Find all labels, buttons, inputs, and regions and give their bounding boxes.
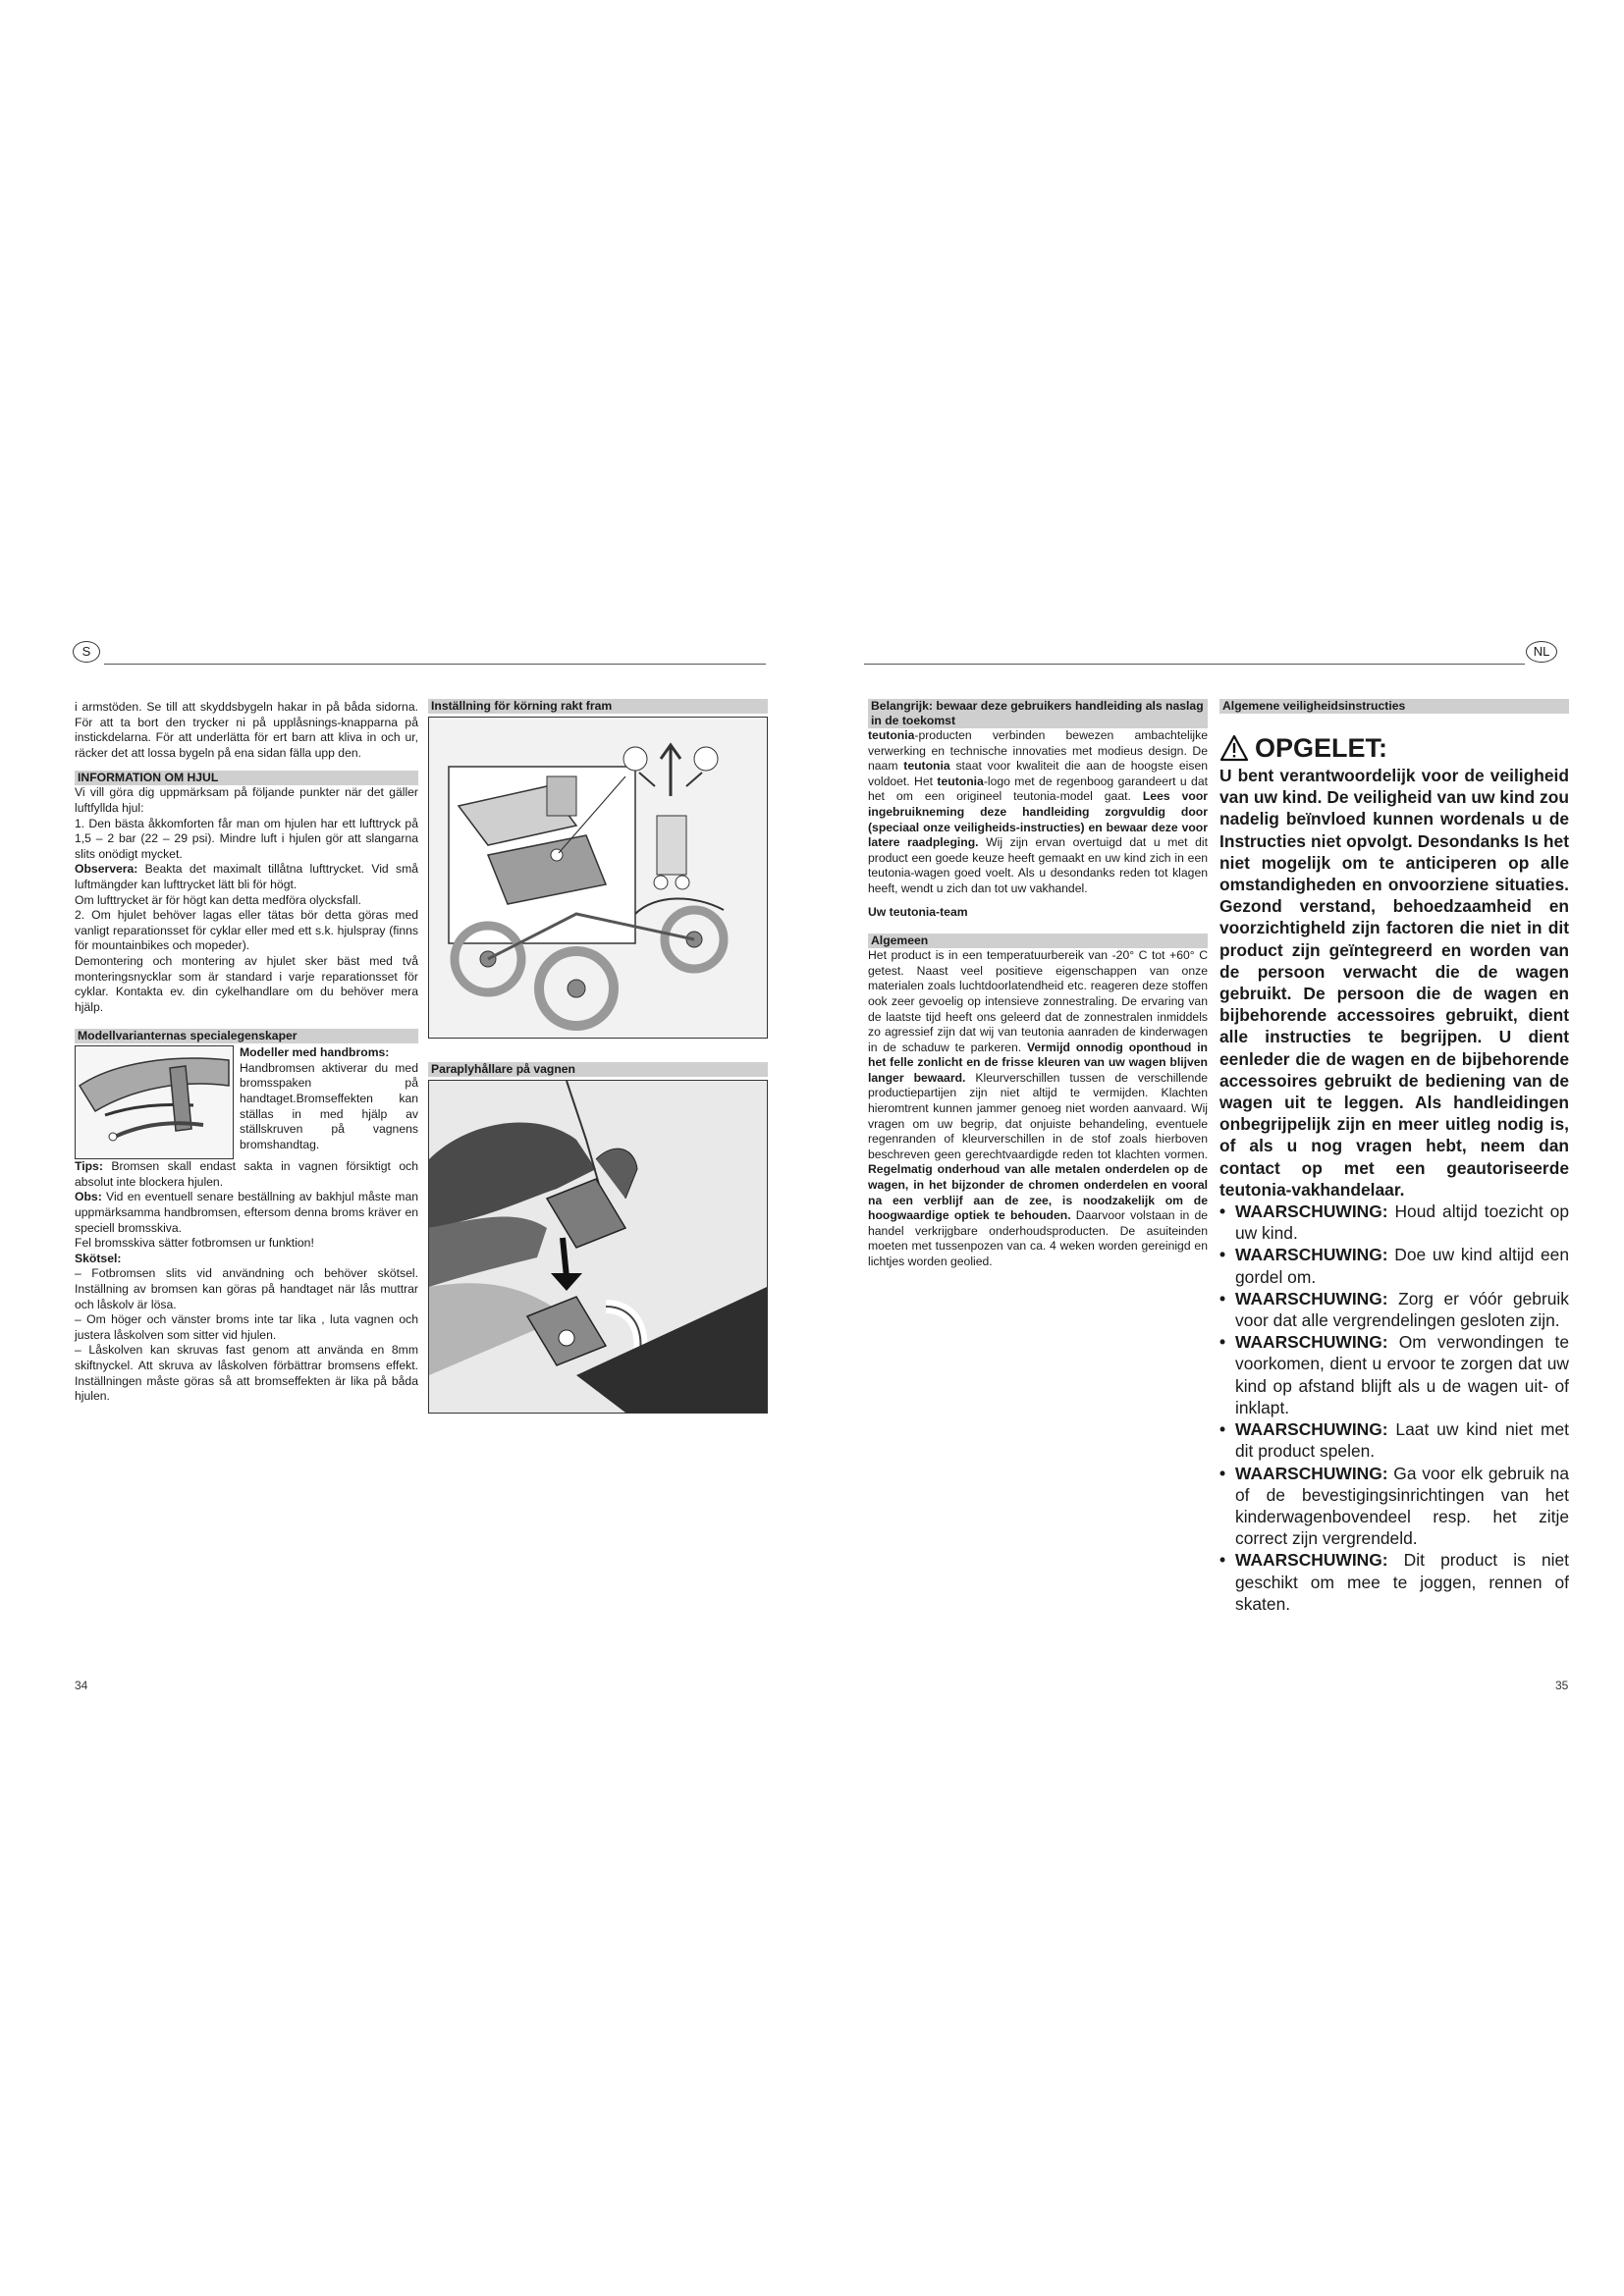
wheel-line: 2. Om hjulet behöver lagas eller tätas bör detta göras med vanligt reparationsset för cyklar eller med ett s.k. hjulspray (finns för mountainbikes och mopeder). bbox=[75, 908, 418, 953]
responsibility-paragraph: U bent verantwoordelijk voor de veiligheid van uw kind. De veiligheid van uw kind zou nadelig beïnvloed kunnen wordenals u de Instructies niet opvolgt. Desondanks Is het niet mogelijk om te anticiperen op alle omstandigheden en onvoorziene situaties. Gezond verstand, behoedzaamheid en voorzichtigheld zijn factoren die niet in dit product zijn geïntegreerd en worden van de persoon verwacht die de wagen gebruikt. De persoon die de wagen en bijbehorende accessoires gebruikt, dient alle instructies te begrijpen. U dient eenleder die de wagen en de bijbehorende accessoires gebruikt de bediening van de wagen uit te leggen. Als handleidingen onbegrijpelijk zijn en meer uitleg nodig is, of als u nog vragen hebt, neem dan contact op met een geautoriseerde teutonia-vakhandelaar. bbox=[1219, 766, 1569, 1200]
warning-item bbox=[1219, 1331, 1569, 1418]
bold-run: teutonia bbox=[903, 759, 950, 774]
obs-extra: Fel bromsskiva sätter fotbromsen ur funktion! bbox=[75, 1236, 314, 1251]
care-item: – Fotbromsen slits vid användning och behöver skötsel. Inställning av bromsen kan göras på handtaget när lås muttrar och låskolv är lösa. bbox=[75, 1266, 418, 1311]
page-number-right: 35 bbox=[1555, 1679, 1569, 1692]
warning-item bbox=[1219, 1418, 1569, 1462]
straight-heading-bar bbox=[428, 699, 768, 714]
warning-item bbox=[1219, 1463, 1569, 1550]
warning-item bbox=[1219, 1288, 1569, 1331]
general-paragraph bbox=[868, 948, 1208, 1269]
important-paragraph bbox=[868, 728, 1208, 897]
text-run: -logo met de regenboog garandeert u dat het om een origineel teutonia-model gaat. bbox=[868, 774, 1208, 804]
warning-item bbox=[1219, 1244, 1569, 1287]
header-rule-left bbox=[104, 664, 766, 665]
wheel-line: 1. Den bästa åkkomforten får man om hjulen har ett lufttryck på 1,5 – 2 bar (22 – 29 psi). Mindre luft i hjulen gör att slangarna slits onödigt mycket. bbox=[75, 816, 418, 861]
safety-heading: Algemene veiligheidsinstructies bbox=[1219, 699, 1569, 714]
care-item: – Om höger och vänster broms inte tar lika , luta vagnen och justera låskolven som sitter vid hjulen. bbox=[75, 1312, 418, 1342]
warning-label: WAARSCHUWING: bbox=[1235, 1550, 1388, 1571]
right-column-1 bbox=[868, 699, 1208, 1270]
model-variants-heading: Modellvarianternas specialegenskaper bbox=[75, 1029, 418, 1043]
warning-text: Laat uw kind niet met dit product spelen. bbox=[1235, 1419, 1569, 1462]
stroller-wheel-illustration bbox=[429, 718, 767, 1038]
care-item: – Låskolven kan skruvas fast genom att använda en 8mm skiftnyckel. Att skruva av låskolven förbättrar bromsens effekt. Inställningen måste göras så att bromseffekten är lika på båda hjulen. bbox=[75, 1343, 418, 1404]
language-badge-nl: NL bbox=[1526, 641, 1557, 663]
team-signature: Uw teutonia-team bbox=[868, 904, 968, 919]
text-run: Kleurverschillen tussen de verschillende productiepartijen zijn niet altijd te vermijden. Klachten hieromtrent kunnen jammer genoeg niet worden aanvaard. Wij vragen om uw begrip, dat onjuiste behandeling, eventuele regenranden of kleurverschillen in de stof zoals hierboven beschreven geen gerechtvaardigde reden tot klachten vormen. bbox=[868, 1070, 1208, 1161]
tips-note: Tips: Bromsen skall endast sakta in vagnen försiktigt och absolut inte blockera hjulen. bbox=[75, 1159, 418, 1189]
warning-title-row bbox=[1219, 731, 1569, 765]
warning-label: WAARSCHUWING: bbox=[1235, 1463, 1388, 1483]
warning-item bbox=[1219, 1201, 1569, 1244]
warning-text: Doe uw kind altijd een gordel om. bbox=[1235, 1245, 1569, 1287]
straight-driving-heading: Inställning för körning rakt fram bbox=[428, 699, 768, 714]
left-column-1 bbox=[75, 700, 418, 1405]
text-run: Het product is in een temperatuurbereik van -20° C tot +60° C getest. Naast veel positieve eigenschappen van onze materialen zoals luchtdoorlatendheid etc. reageren deze stoffen ook zeer gevoelig op intensieve zonnestraling. De ervaring van de laatste tijd heeft ons geleerd dat de zonnestralen inmiddels zo agressief zijn dat wij van teutonia aanraden de kinderwagen in de schaduw te parkeren. bbox=[868, 948, 1208, 1054]
care-heading: Skötsel: bbox=[75, 1251, 122, 1265]
warning-label: WAARSCHUWING: bbox=[1235, 1332, 1388, 1353]
text-run: Daarvoor volstaan in de handel verkrijgbare onderhoudsproducten. De asuiteinden moeten met tussenpozen van ca. 4 weken worden gereinigd en lichtjes worden geolied. bbox=[868, 1208, 1209, 1268]
warning-title: OPGELET: bbox=[1255, 733, 1388, 763]
intro-paragraph: i armstöden. Se till att skyddsbygeln hakar in på båda sidorna. För att ta bort den trycker ni på upplåsnings-knapparna på instickdelarna. För att underlätta för ert barn att kliva in och ur, räcker det att lossa bygeln på ena sidan fälla upp den. bbox=[75, 700, 418, 760]
warning-label: WAARSCHUWING: bbox=[1235, 1419, 1388, 1440]
page-number-left: 34 bbox=[75, 1679, 88, 1692]
right-column-2 bbox=[1219, 699, 1569, 1615]
bold-run: teutonia bbox=[937, 774, 984, 788]
text-run: -producten verbinden bewezen ambachtelijke verwerking en technische innovaties met modieus design. De naam bbox=[868, 728, 1208, 774]
bold-run: Regelmatig onderhoud van alle metalen onderdelen op de wagen, in het bijzonder de chromen onderdelen en vooral na een verblijf aan de zee, is noodzakelijk om de hoogwaardige optiek te behouden. bbox=[868, 1162, 1208, 1223]
handbrake-figure bbox=[75, 1045, 234, 1159]
language-badge-s: S bbox=[73, 641, 100, 663]
wheel-line: Demontering och montering av hjulet sker bäst med två monteringsnycklar som är standard i varje reparationsset för cyklar. Kontakta ev. din cykelhandlare om du behöver mera hjälp. bbox=[75, 953, 418, 1014]
warning-text: Dit product is niet geschikt om mee te joggen, rennen of skaten. bbox=[1235, 1550, 1569, 1614]
umbrella-holder-illustration bbox=[429, 1081, 767, 1413]
text-run: Wij zijn ervan overtuigd dat u met dit product een goede keuze heeft gemaakt en uw kind zich in een teutonia-wagen goed voelt. Als u desondanks reden tot klagen heeft, wendt u zich dan tot uw vakhandel. bbox=[868, 835, 1209, 895]
general-heading: Algemeen bbox=[868, 934, 1208, 948]
warning-item bbox=[1219, 1549, 1569, 1615]
obs-note: Obs: Vid en eventuell senare beställning av bakhjul måste man uppmärksamma handbromsen, eftersom denna broms kräver en speciell bromsskiva. bbox=[75, 1190, 418, 1235]
warning-text: Om verwondingen te voorkomen, dient u ervoor te zorgen dat uw kind op afstand blijft als u de wagen uit- of inklapt. bbox=[1235, 1332, 1569, 1417]
umbrella-holder-figure bbox=[428, 1080, 768, 1414]
text-run: staat voor kwaliteit die aan de hoogste eisen voldoet. Het bbox=[868, 759, 1208, 788]
warning-text: Ga voor elk gebruik na of de bevestigingsinrichtingen van het kinderwagenbovendeel resp. het zitje correct zijn vergrendeld. bbox=[1235, 1463, 1569, 1549]
wheel-line: Vi vill göra dig uppmärksam på följande punkter när det gäller luftfyllda hjul: bbox=[75, 785, 418, 815]
observe-note: Observera: Beakta det maximalt tillåtna lufttrycket. Vid små luftmängder kan lufttrycket lätt bli för högt. bbox=[75, 862, 418, 891]
bold-run: teutonia bbox=[868, 728, 915, 742]
warning-label: WAARSCHUWING: bbox=[1235, 1288, 1388, 1308]
handbrake-illustration bbox=[76, 1046, 233, 1158]
wheel-line: Om lufttrycket är för högt kan detta medföra olycksfall. bbox=[75, 892, 361, 907]
warning-text: Zorg er vóór gebruik voor dat alle vergrendelingen gesloten zijn. bbox=[1235, 1288, 1569, 1331]
straight-driving-figure bbox=[428, 717, 768, 1039]
handbrake-block bbox=[75, 1045, 418, 1159]
header-rule-right bbox=[864, 664, 1525, 665]
handbrake-text: Handbromsen aktiverar du med bromsspaken på handtaget.Bromseffekten kan ställas in med hjälp av ställskruven på vagnens bromshandtag. bbox=[240, 1060, 418, 1151]
warning-triangle-icon bbox=[1219, 734, 1249, 762]
handbrake-title: Modeller med handbroms: bbox=[240, 1045, 390, 1060]
bold-run: Lees voor ingebruikneming deze handleiding zorgvuldig door (speciaal onze veiligheids-instructies) en bewaar deze voor latere raadpleging. bbox=[868, 789, 1209, 850]
umbrella-holder-heading: Paraplyhållare på vagnen bbox=[428, 1062, 768, 1077]
warning-label: WAARSCHUWING: bbox=[1235, 1245, 1388, 1265]
warning-label: WAARSCHUWING: bbox=[1235, 1201, 1388, 1222]
umbrella-heading-bar bbox=[428, 1062, 768, 1077]
bold-run: Vermijd onnodig oponthoud in het felle zonlicht en de frisse kleuren van uw wagen blijven langer bewaard. bbox=[868, 1040, 1208, 1085]
warning-text: Houd altijd toezicht op uw kind. bbox=[1235, 1201, 1569, 1244]
warnings-list bbox=[1219, 1201, 1569, 1615]
important-heading: Belangrijk: bewaar deze gebruikers handleiding als naslag in de toekomst bbox=[868, 699, 1208, 728]
wheel-info-heading: INFORMATION OM HJUL bbox=[75, 771, 418, 785]
